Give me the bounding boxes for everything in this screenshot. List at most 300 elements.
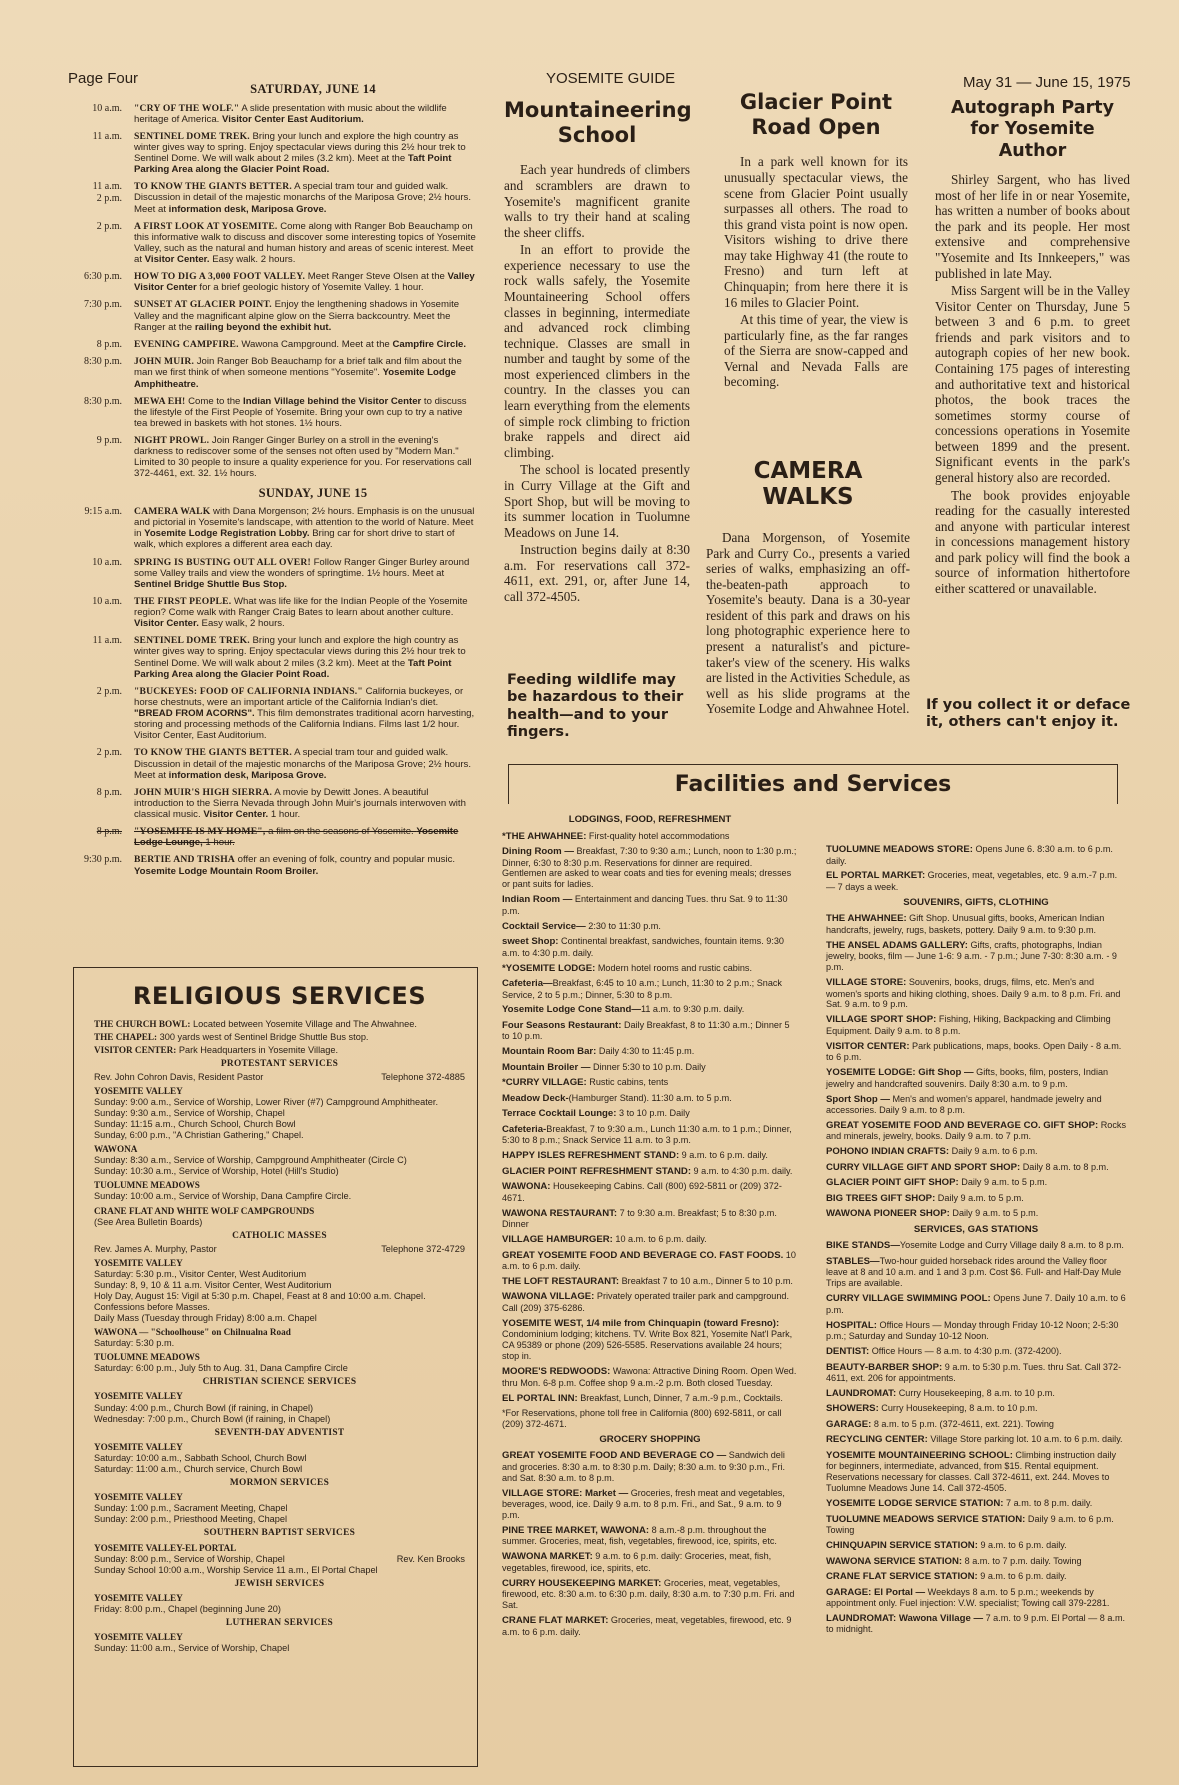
facility-name: VILLAGE STORE:	[826, 977, 907, 989]
facility-entry	[826, 1346, 1126, 1358]
facility-entry	[826, 1362, 1126, 1384]
service-line: Sunday: 10:00 a.m., Service of Worship, Dana Campfire Circle.	[94, 1191, 352, 1202]
facility-entry	[502, 978, 798, 1000]
facility-name: EL PORTAL INN:	[502, 1392, 578, 1404]
facility-name: Cafeteria-	[502, 1123, 547, 1135]
service-location: YOSEMITE VALLEY	[94, 1391, 183, 1402]
event-location: Taft Point Parking Area along the Glacier Point Road.	[134, 153, 452, 176]
event-description	[134, 686, 478, 742]
event-text: A movie by Dewitt Jones. A beautiful introduction to the Sierra Nevada through John Muir's journals interwoven with classical music.	[134, 786, 466, 821]
location-text: 300 yards west of Sentinel Bridge Shuttle Bus stop.	[157, 1031, 369, 1042]
service-line: Sunday: 2:00 p.m., Priesthood Meeting, Chapel	[94, 1514, 288, 1525]
event-time: 11 a.m. 2 p.m.	[92, 181, 122, 204]
event-note: 1 hour.	[202, 837, 235, 849]
facility-entry	[826, 1162, 1126, 1174]
event-description	[134, 299, 478, 332]
pastor-line	[94, 1072, 465, 1083]
facility-name: WAWONA RESTAURANT:	[502, 1207, 618, 1219]
event-time: 9:30 p.m.	[83, 854, 122, 866]
facility-name: *THE AHWAHNEE:	[502, 830, 587, 842]
facility-name: Indian Room —	[502, 894, 573, 906]
event-text: California buckeyes, or horse chestnuts, were an important article of the California Indian's diet.	[134, 685, 464, 708]
facility-entry	[826, 1208, 1126, 1220]
service-heading: SOUTHERN BAPTIST SERVICES	[203, 1528, 356, 1539]
facility-details: Two-hour guided horseback rides around the Valley floor leave at 8 and 10 a.m. and 1 and 3 p.m. Cost $6. Full- and Half-Day Mule Trips are available.	[826, 1255, 1122, 1289]
event-location: Valley Visitor Center	[134, 271, 475, 294]
facility-details: 7 to 9:30 a.m. Breakfast; 5 to 8:30 p.m. Dinner	[502, 1207, 777, 1230]
facility-details: Rustic cabins, tents	[586, 1077, 669, 1088]
location-label: THE CHAPEL:	[94, 1031, 158, 1042]
schedule-event	[68, 854, 478, 876]
facility-details: 8 a.m. to 7 p.m. daily. Towing	[962, 1555, 1082, 1566]
facility-entry	[826, 1240, 1126, 1252]
service-pastor: Rev. Ken Brooks	[396, 1553, 465, 1564]
pastor-name: Rev. James A. Murphy, Pastor	[94, 1243, 217, 1254]
facility-entry	[826, 1094, 1126, 1116]
service-time: Sunday: 8:00 p.m., Service of Worship, Chapel	[94, 1553, 285, 1564]
event-title: SENTINEL DOME TREK.	[134, 635, 250, 647]
event-location: Visitor Center.	[144, 254, 210, 265]
facility-entry	[502, 1004, 798, 1016]
pastor-phone: Telephone 372-4729	[381, 1243, 465, 1254]
event-time: 6:30 p.m.	[83, 271, 122, 283]
facility-entry	[502, 963, 798, 975]
paragraph: The school is located presently in Curry Village at the Gift and Sport Shop, but will be moving to its summer location in Tuolumne Meadows on June 14.	[504, 462, 690, 540]
facility-entry	[502, 1077, 798, 1089]
facilities-title: Facilities and Services	[674, 772, 952, 797]
facility-entry	[502, 1551, 798, 1573]
facility-details: (Hamburger Stand). 11:30 a.m. to 5 p.m.	[568, 1092, 732, 1103]
service-line: Sunday: 8, 9, 10 & 11 a.m. Visitor Center, West Auditorium	[94, 1279, 332, 1290]
facility-entry	[826, 1434, 1126, 1446]
service-heading: SEVENTH-DAY ADVENTIST	[214, 1427, 345, 1438]
facility-name: GREAT YOSEMITE FOOD AND BEVERAGE CO —	[502, 1450, 727, 1462]
schedule-event	[68, 339, 478, 351]
facility-details: Daily 9 a.m. to 5 p.m.	[958, 1177, 1048, 1188]
schedule-event	[68, 747, 478, 780]
event-title: "BUCKEYES: FOOD OF CALIFORNIA INDIANS."	[134, 685, 363, 697]
facility-name: Mountain Room Bar:	[502, 1046, 597, 1058]
event-location: information desk, Mariposa Grove.	[168, 769, 327, 781]
facility-details: 8 a.m. to 5 p.m. (372-4611, ext. 221). Towing	[871, 1418, 1054, 1429]
event-note: This film demonstrates traditional acorn harvesting, storing and processing methods of the California Indians. Films last 1/2 hour. Visitor Center, East Auditorium.	[134, 708, 475, 742]
facility-name: GLACIER POINT GIFT SHOP:	[826, 1177, 959, 1189]
facility-name: THE AHWAHNEE:	[826, 913, 907, 925]
facility-name: VISITOR CENTER:	[826, 1040, 910, 1052]
facility-name: GARAGE: El Portal —	[826, 1586, 926, 1598]
facility-details: Sandwich deli and groceries. 8:30 a.m. to 8:30 p.m. Daily; 8:30 a.m. to 9:30 p.m., Fri. and Sat. 8:30 a.m. to 8 p.m.	[502, 1450, 786, 1483]
event-description	[134, 339, 478, 351]
facility-name: CHINQUAPIN SERVICE STATION:	[826, 1540, 978, 1552]
publication-name: YOSEMITE GUIDE	[546, 70, 676, 87]
facility-name: GARAGE:	[826, 1418, 872, 1430]
facility-details: Dinner 5:30 to 10 p.m. Daily	[590, 1061, 706, 1072]
facility-category: GROCERY SHOPPING	[599, 1433, 701, 1445]
facility-details: Condominium lodging; kitchens. TV. Write Box 821, Yosemite Nat'l Park, CA 95389 or phone (209) 526-5585. Reservations available 24 hours; stop in.	[502, 1329, 793, 1362]
facility-details: Gift Shop. Unusual gifts, books, American Indian handcrafts, jewelry, rugs, baskets, pottery. Daily 9 a.m. to 9:30 p.m.	[826, 913, 1105, 935]
facility-entry	[826, 1514, 1126, 1536]
event-title: TO KNOW THE GIANTS BETTER.	[134, 181, 292, 193]
article-title: CAMERA WALKS	[753, 458, 863, 510]
event-description	[134, 435, 478, 480]
facility-details: Yosemite Lodge and Curry Village daily 8 a.m. to 8 p.m.	[899, 1240, 1124, 1251]
service-location: YOSEMITE VALLEY	[94, 1441, 183, 1452]
schedule-event	[68, 221, 478, 266]
facility-details: 3 to 10 p.m. Daily	[616, 1108, 690, 1119]
facility-entry	[502, 936, 798, 958]
facility-details: Souvenirs, books, drugs, films, etc. Men's and women's sports and hiking clothing, shoes. Daily 9 a.m. to 8 p.m. Fri. and Sat. 9 a.m. to 9 p.m.	[826, 977, 1121, 1010]
facility-name: GLACIER POINT REFRESHMENT STAND:	[502, 1165, 692, 1177]
event-time: 7:30 p.m.	[83, 299, 122, 311]
article-autograph-party	[935, 98, 1130, 599]
facility-details: First-quality hotel accommodations	[586, 830, 730, 841]
event-description	[134, 221, 478, 266]
service-line: Saturday: 11:00 a.m., Church service, Church Bowl	[94, 1463, 303, 1474]
facility-name: BEAUTY-BARBER SHOP:	[826, 1361, 943, 1373]
event-title: TO KNOW THE GIANTS BETTER.	[134, 747, 292, 759]
service-group	[94, 1377, 465, 1424]
facility-name: YOSEMITE MOUNTAINEERING SCHOOL:	[826, 1449, 1013, 1461]
event-note: Easy walk. 2 hours.	[209, 254, 296, 265]
event-location: Yosemite Lodge Lounge,	[134, 826, 459, 849]
event-text: A special tram tour and guided walk. Discussion in detail of the majestic monarchs of the Mariposa Grove; 2½ hours. Meet at	[134, 181, 472, 215]
paragraph: Instruction begins daily at 8:30 a.m. For reservations call 372-4611, ext. 291, or, after June 14, call 372-4505.	[504, 542, 690, 604]
facility-details: Wawona: Attractive Dining Room. Open Wed. thru Mon. 6-8 p.m. Coffee shop 9 a.m.-2 p.m. Both closed Tuesday.	[502, 1366, 797, 1388]
saturday-heading: SATURDAY, JUNE 14	[250, 82, 376, 96]
event-title: JOHN MUIR.	[134, 356, 195, 368]
schedule-event	[68, 271, 478, 293]
facility-details: Climbing instruction daily for beginners, intermediate, advanced, from $15. Rental equipment. Reservations necessary for classes. Call 372-4611, ext. 244. Moves to Tuolumne Meadows June 14. Call 372-4505.	[826, 1449, 1117, 1494]
event-description	[134, 596, 478, 629]
event-time: 9:15 a.m.	[84, 506, 122, 518]
facility-details: 7 a.m. to 8 p.m. daily.	[1003, 1498, 1093, 1509]
article-glacier-point	[724, 90, 908, 392]
schedule-event	[68, 356, 478, 389]
facility-details: Groceries, meat, vegetables, firewood, etc. 9 a.m. to 6 p.m. daily.	[502, 1615, 792, 1637]
service-line: Friday: 8:00 p.m., Chapel (beginning June 20)	[94, 1604, 281, 1615]
event-description	[134, 181, 478, 214]
event-text: Come along with Ranger Bob Beauchamp on this informative walk to discuss and discover some interesting topics of Yosemite Valley, such as the natural and human history and areas of scenic interest. Meet at	[134, 220, 476, 265]
paragraph: At this time of year, the view is particularly fine, as the far ranges of the Sierra are snow-capped and Vernal and Nevada Falls are becoming.	[724, 312, 908, 390]
facility-entry	[826, 1587, 1126, 1609]
facility-category: SOUVENIRS, GIFTS, CLOTHING	[903, 896, 1049, 908]
article-camera-walks	[706, 458, 910, 719]
facility-details: 9 a.m. to 4:30 p.m. daily.	[691, 1165, 793, 1176]
facility-entry	[502, 1366, 798, 1388]
service-line: Daily Mass (Tuesday through Friday) 8:00 a.m. Chapel	[94, 1313, 317, 1324]
facility-name: *YOSEMITE LODGE:	[502, 962, 596, 974]
religious-services-title: RELIGIOUS SERVICES	[132, 982, 427, 1010]
schedule-event	[68, 396, 478, 429]
schedule-event	[68, 103, 478, 125]
event-title: SUNSET AT GLACIER POINT.	[134, 299, 272, 311]
event-description	[134, 635, 478, 680]
facility-entry	[502, 1208, 798, 1230]
article-mountaineering	[504, 98, 690, 607]
facility-details: Entertainment and dancing Tues. thru Sat. 9 to 11:30 p.m.	[502, 894, 788, 916]
facility-entry	[826, 1014, 1126, 1036]
facility-entry	[502, 1525, 798, 1547]
schedule-event	[68, 635, 478, 680]
facility-details: *For Reservations, phone toll free in California (800) 692-5811, or call (209) 372-4671.	[502, 1408, 782, 1429]
facility-entry	[826, 1146, 1126, 1158]
article-title: Autograph Party for Yosemite Author	[950, 98, 1114, 161]
facility-entry	[502, 921, 798, 933]
event-note: Easy walk, 2 hours.	[198, 618, 285, 630]
schedule-event	[68, 826, 478, 848]
event-location: Visitor Center East Auditorium.	[222, 113, 364, 125]
wildlife-notice: Feeding wildlife may be hazardous to their health—and to your fingers.	[507, 672, 684, 741]
event-time: 8 p.m.	[96, 786, 122, 798]
service-heading: PROTESTANT SERVICES	[220, 1058, 339, 1069]
sunday-heading: SUNDAY, JUNE 15	[258, 485, 368, 500]
facility-details: Gifts, crafts, photographs, Indian jewelry, books, film — June 1-6: 9 a.m. - 7 p.m.; June 7-30: 8:30 a.m. - 9 p.m.	[826, 939, 1117, 973]
facility-details: Weekdays 8 a.m. to 5 p.m.; weekends by appointment only. Fuel injection: V.W. specialist; Towing call 379-2281.	[826, 1586, 1110, 1609]
facility-name: Terrace Cocktail Lounge:	[502, 1108, 617, 1120]
facilities-column-2	[826, 844, 1126, 1639]
location-text: Located between Yosemite Village and The Ahwahnee.	[190, 1018, 417, 1029]
event-title: JOHN MUIR'S HIGH SIERRA.	[134, 786, 273, 798]
facility-details: Daily 9 a.m. to 6 p.m. Towing	[826, 1513, 1114, 1536]
service-location: WAWONA	[94, 1144, 138, 1155]
facility-entry	[826, 1450, 1126, 1494]
facility-entry	[502, 1578, 798, 1611]
event-text: A slide presentation with music about the wildlife heritage of America.	[134, 102, 447, 125]
event-time: 10 a.m.	[92, 102, 122, 114]
service-heading: JEWISH SERVICES	[234, 1578, 325, 1589]
event-location: Visitor Center.	[134, 618, 199, 630]
facility-entry	[826, 1540, 1126, 1552]
facility-name: YOSEMITE LODGE SERVICE STATION:	[826, 1498, 1004, 1510]
service-heading: MORMON SERVICES	[229, 1477, 330, 1488]
facility-name: GREAT YOSEMITE FOOD AND BEVERAGE CO. FAST FOODS.	[502, 1249, 784, 1261]
service-group	[94, 1059, 465, 1228]
facility-entry	[826, 1556, 1126, 1568]
location-label: VISITOR CENTER:	[94, 1044, 177, 1055]
schedule-event	[68, 435, 478, 480]
event-time: 8:30 p.m.	[83, 356, 122, 368]
facility-name: WAWONA:	[502, 1181, 551, 1193]
paragraph: Miss Sargent will be in the Valley Visitor Center on Thursday, June 5 between 3 and 6 p.m. to greet friends and park visitors and to autograph copies of her new book. Containing 175 pages of interesting and authoritative text and historical photos, the book traces the sometimes stormy course of concessions operations in Yosemite between 1899 and the present. Significant events in the park's general history also are recorded.	[935, 283, 1130, 486]
event-description	[134, 747, 478, 780]
event-title: SENTINEL DOME TREK.	[134, 130, 250, 142]
facility-details: Breakfast, Lunch, Dinner, 7 a.m.-9 p.m., Cocktails.	[577, 1392, 783, 1403]
facility-entry	[502, 1318, 798, 1362]
event-description	[134, 271, 478, 293]
facility-details: Groceries, meat, vegetables, etc. 9 a.m.-7 p.m. — 7 days a week.	[826, 870, 1118, 892]
religious-services-box	[73, 967, 478, 1767]
schedule-event	[68, 299, 478, 332]
article-title: Mountaineering School	[504, 98, 692, 148]
facility-entry	[502, 1450, 798, 1483]
service-line: Saturday: 10:00 a.m., Sabbath School, Church Bowl	[94, 1452, 307, 1463]
facility-entry	[826, 1571, 1126, 1583]
facility-name: BIG TREES GIFT SHOP:	[826, 1192, 936, 1204]
facility-entry	[826, 1498, 1126, 1510]
facility-entry	[502, 1393, 798, 1405]
event-location: Taft Point Parking Area along the Glacier Point Road.	[134, 657, 452, 680]
event-title: NIGHT PROWL.	[134, 435, 210, 447]
facility-entry	[502, 1062, 798, 1074]
facility-entry	[502, 1124, 798, 1146]
facility-entry	[826, 870, 1126, 892]
service-line: Saturday: 5:30 p.m.	[94, 1338, 175, 1349]
facilities-column-1	[502, 812, 798, 1641]
service-location: YOSEMITE VALLEY-EL PORTAL	[94, 1542, 237, 1553]
event-text: with Dana Morgenson; 2½ hours. Emphasis is on the unusual and pictorial in Yosemite's landscape, with attention to the world of Nature. Meet in	[134, 506, 475, 540]
service-line: Sunday: 9:30 a.m., Service of Worship, Chapel	[94, 1108, 285, 1119]
facility-name: WAWONA SERVICE STATION:	[826, 1555, 963, 1567]
facility-details: Rocks and minerals, jewelry, books. Daily 9 a.m. to 7 p.m.	[826, 1119, 1126, 1142]
service-line: Sunday: 10:30 a.m., Service of Worship, Hotel (Hill's Studio)	[94, 1166, 339, 1177]
article-body	[935, 172, 1130, 597]
service-location: YOSEMITE VALLEY	[94, 1592, 183, 1603]
event-time: 10 a.m.	[92, 556, 122, 568]
event-location: information desk, Mariposa Grove.	[168, 203, 327, 215]
facility-details: Park publications, maps, books. Open Daily - 8 a.m. to 6 p.m.	[826, 1040, 1122, 1063]
facility-name: CRANE FLAT MARKET:	[502, 1615, 609, 1627]
event-location: Yosemite Lodge Registration Lobby.	[144, 528, 310, 540]
facility-name: POHONO INDIAN CRAFTS:	[826, 1146, 950, 1158]
facility-details: Daily 8 a.m. to 8 p.m.	[1020, 1161, 1109, 1172]
facility-entry	[502, 1093, 798, 1105]
event-location: Yosemite Lodge Amphitheatre.	[134, 367, 456, 390]
service-heading: CATHOLIC MASSES	[232, 1230, 327, 1241]
event-title: A FIRST LOOK AT YOSEMITE.	[134, 220, 278, 232]
event-time: 2 p.m.	[96, 747, 122, 759]
service-group	[94, 1231, 465, 1375]
facility-entry	[502, 1488, 798, 1521]
facility-details: Housekeeping Cabins. Call (800) 692-5811 or (209) 372-4671.	[502, 1181, 782, 1203]
event-text: Come to the	[185, 395, 244, 407]
service-group	[94, 1428, 465, 1475]
facility-name: VILLAGE HAMBURGER:	[502, 1234, 613, 1246]
event-text: A special tram tour and guided walk. Discussion in detail of the majestic monarchs of the Mariposa Grove; 2½ hours. Meet at	[134, 747, 472, 781]
facility-details: Office Hours — Monday through Friday 10-12 Noon; 2-5:30 p.m.; Saturday and Sunday 10-12 Noon.	[826, 1319, 1119, 1342]
facility-details: 9 a.m. to 6 p.m. daily.	[977, 1571, 1067, 1582]
facility-name: Cafeteria—	[502, 978, 553, 990]
facility-name: HAPPY ISLES REFRESHMENT STAND:	[502, 1150, 680, 1162]
facility-name: WAWONA PIONEER SHOP:	[826, 1208, 950, 1220]
facility-name: Cocktail Service—	[502, 920, 586, 932]
service-group	[94, 1528, 465, 1575]
service-line: (See Area Bulletin Boards)	[94, 1216, 203, 1227]
event-location: Sentinel Bridge Shuttle Bus Stop.	[134, 578, 287, 590]
event-description	[134, 826, 478, 848]
event-time: 11 a.m.	[92, 130, 122, 142]
facility-entry	[502, 1150, 798, 1162]
event-description	[134, 854, 478, 876]
event-location: railing beyond the exhibit hut.	[194, 321, 332, 333]
facility-details: Daily Breakfast, 8 to 11:30 a.m.; Dinner 5 to 10 p.m.	[502, 1019, 790, 1042]
facility-entry	[826, 1613, 1126, 1635]
article-body	[706, 530, 910, 717]
location-text: Park Headquarters in Yosemite Village.	[176, 1044, 339, 1055]
facility-category: LODGINGS, FOOD, REFRESHMENT	[568, 814, 732, 825]
event-title: CAMERA WALK	[134, 506, 211, 518]
facility-details: Modern hotel rooms and rustic cabins.	[595, 962, 752, 973]
service-line: Sunday: 4:00 p.m., Church Bowl (if raining, in Chapel)	[94, 1402, 314, 1413]
facility-entry	[826, 1067, 1126, 1089]
event-title: THE FIRST PEOPLE.	[134, 595, 232, 607]
sunday-events	[68, 506, 478, 877]
event-title: BERTIE AND TRISHA	[134, 854, 235, 866]
facility-name: Meadow Deck-	[502, 1092, 569, 1104]
service-line	[94, 1554, 465, 1565]
facility-details: 11 a.m. to 9:30 p.m. daily.	[640, 1004, 745, 1015]
facility-entry	[826, 844, 1126, 866]
collect-notice: If you collect it or deface it, others can't enjoy it.	[926, 697, 1131, 731]
event-time: 8 p.m.	[96, 338, 122, 350]
service-line: Saturday: 6:00 p.m., July 5th to Aug. 31, Dana Campfire Circle	[94, 1363, 348, 1374]
service-group	[94, 1618, 465, 1654]
event-time: 10 a.m.	[92, 595, 122, 607]
facility-name: THE ANSEL ADAMS GALLERY:	[826, 939, 968, 951]
facility-name: YOSEMITE LODGE: Gift Shop —	[826, 1067, 974, 1079]
pastor-phone: Telephone 372-4885	[381, 1072, 465, 1083]
facility-name: STABLES—	[826, 1255, 880, 1267]
facility-name: VILLAGE SPORT SHOP:	[826, 1014, 937, 1026]
facility-name: EL PORTAL MARKET:	[826, 870, 926, 882]
service-location: TUOLUMNE MEADOWS	[94, 1180, 200, 1191]
facility-entry	[826, 1320, 1126, 1342]
facility-details: 7 a.m. to 9 p.m. El Portal — 8 a.m. to midnight.	[826, 1612, 1126, 1635]
facility-entry	[826, 1403, 1126, 1415]
facility-name: LAUNDROMAT: Wawona Village —	[826, 1612, 984, 1624]
event-time: 8:30 p.m.	[83, 395, 122, 407]
event-text: Join Ranger Ginger Burley on a stroll in the evening's darkness to rediscover some of the senses not often used by "Modern Man." Limited to 30 people to insure a quality experience for you. For reservations call 372-4461, ext. 32. 1½ hours.	[134, 435, 472, 480]
service-group	[94, 1579, 465, 1615]
facility-entry	[502, 1020, 798, 1042]
event-text: offer an evening of folk, country and popular music.	[235, 854, 456, 866]
facility-name: CRANE FLAT SERVICE STATION:	[826, 1571, 978, 1583]
service-line: Sunday: 1:00 p.m., Sacrament Meeting, Chapel	[94, 1503, 288, 1514]
facility-entry	[502, 1046, 798, 1058]
facility-name: DENTIST:	[826, 1346, 870, 1357]
service-heading: LUTHERAN SERVICES	[225, 1618, 334, 1629]
facility-entry	[826, 1293, 1126, 1315]
event-text: Wawona Campground. Meet at the	[238, 338, 393, 350]
facility-name: LAUNDROMAT:	[826, 1387, 897, 1399]
event-text: Meet Ranger Steve Olsen at the	[305, 271, 448, 283]
paragraph: Each year hundreds of climbers and scramblers are drawn to Yosemite's magnificent granite walls to try their hand at scaling the sheer cliffs.	[504, 162, 690, 240]
service-heading: CHRISTIAN SCIENCE SERVICES	[202, 1377, 357, 1388]
service-line: Sunday School 10:00 a.m., Worship Service 11 a.m., El Portal Chapel	[94, 1564, 378, 1575]
event-location: Indian Village behind the Visitor Center	[243, 395, 422, 407]
event-text: Bring your lunch and explore the high country as winter gives way to spring. Enjoy spectacular views during this 2½ hour trek to Sentinel Dome. We will walk about 2 miles (3.2 km). Meet at the	[134, 635, 466, 669]
facility-details: Gifts, books, film, posters, Indian jewelry and handcrafted souvenirs. Daily 8:30 a.m. to 9 p.m.	[826, 1067, 1109, 1089]
event-description	[134, 787, 478, 820]
facility-details: Curry Housekeeping, 8 a.m. to 10 p.m.	[896, 1387, 1055, 1398]
event-note: Bring car for short drive to start of walk, which explores a different area each day.	[134, 528, 455, 551]
facility-name: THE LOFT RESTAURANT:	[502, 1275, 620, 1287]
article-body	[724, 154, 908, 390]
location-line	[94, 1045, 465, 1056]
facility-details: Privately operated trailer park and campground. Call (209) 375-6286.	[502, 1291, 790, 1313]
facility-name: MOORE'S REDWOODS:	[502, 1366, 611, 1378]
facility-name: sweet Shop:	[502, 936, 559, 948]
facility-details: 2:30 to 11:30 p.m.	[585, 920, 661, 931]
paragraph: The book provides enjoyable reading for the casually interested and anyone with particular interest in concessions management history and park policy will find the book a source of information hithertofore either scattered or unavailable.	[935, 487, 1130, 597]
facility-name: Mountain Broiler —	[502, 1061, 591, 1073]
event-description	[134, 356, 478, 389]
facility-entry	[502, 1615, 798, 1637]
event-text: Enjoy the lengthening shadows in Yosemite Valley and the magnificant alpine glow on the Sierra backcountry. Meet the Ranger at the	[134, 299, 460, 333]
schedule-event	[68, 131, 478, 176]
service-location: TUOLUMNE MEADOWS	[94, 1352, 200, 1363]
facility-details: 9 a.m. to 6 p.m. daily.	[679, 1150, 768, 1161]
paragraph: In a park well known for its unusually spectacular views, the scene from Glacier Point usually surpasses all others. The road to this grand vista point is now open. Visitors wishing to drive there may take Highway 41 (the route to Fresno) and turn left at Chinquapin; from here there it is 16 miles to Glacier Point.	[724, 154, 908, 310]
